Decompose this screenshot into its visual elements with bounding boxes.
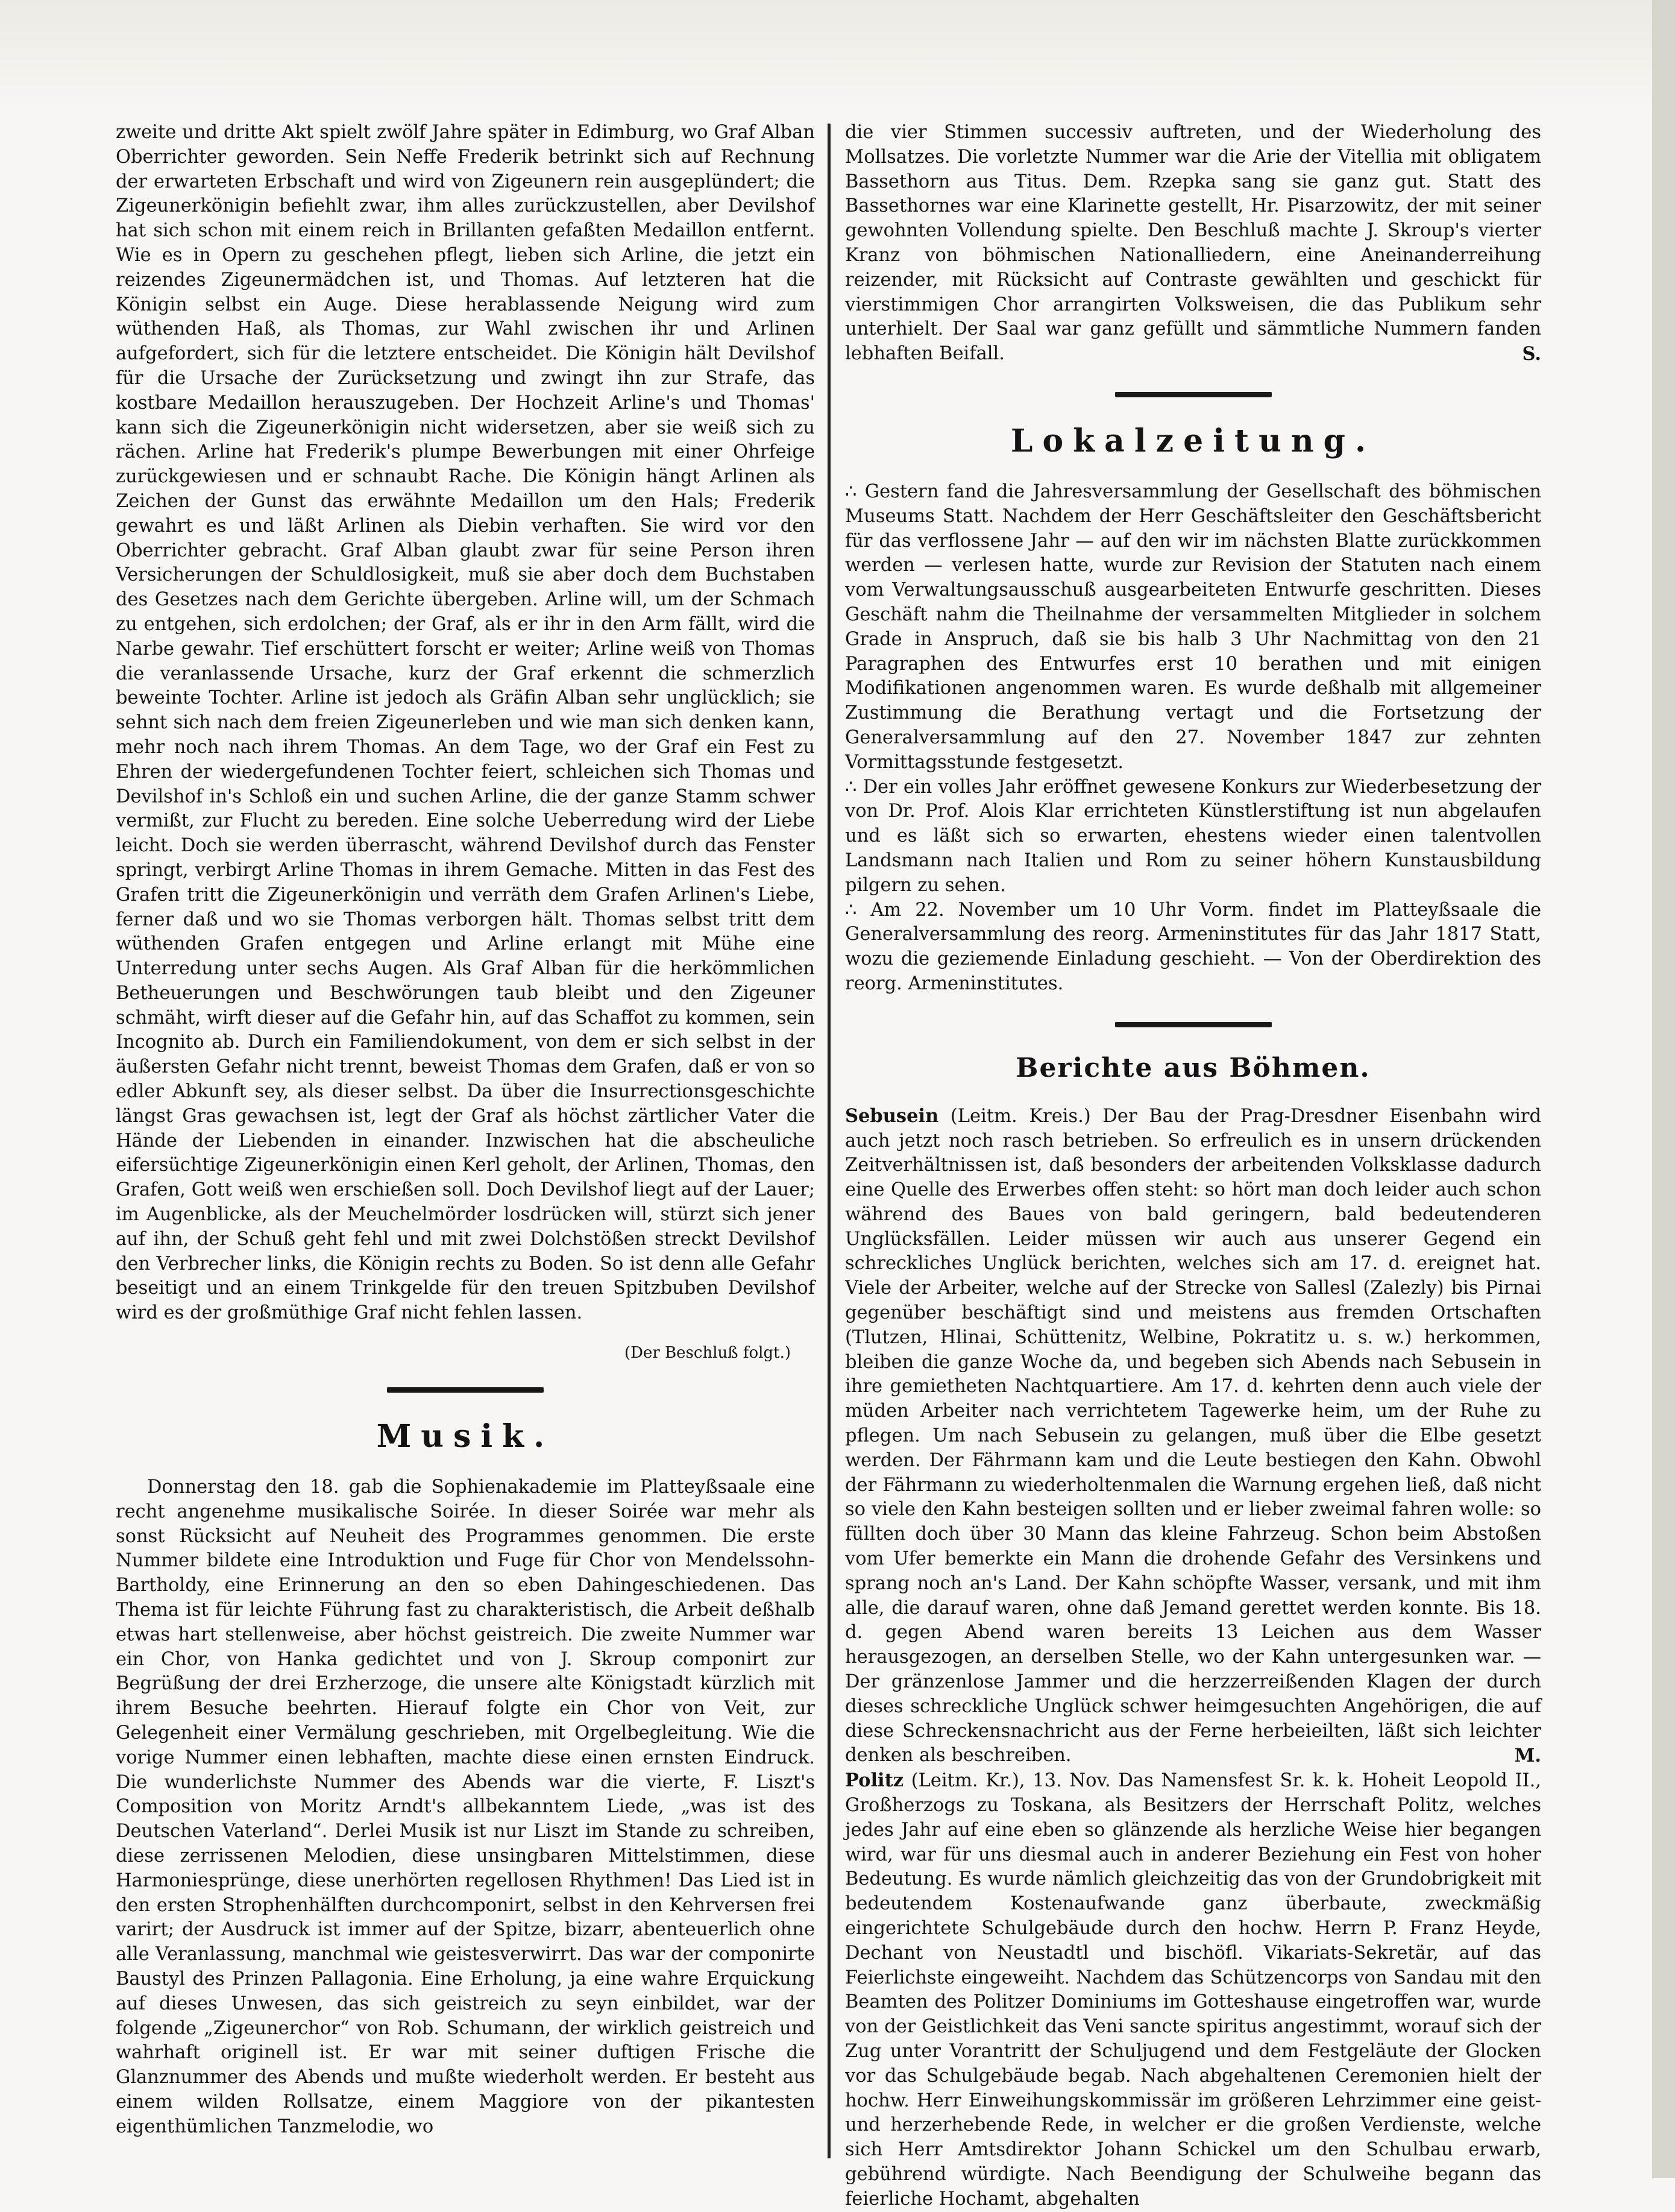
bericht-sebusein-text: (Leitm. Kreis.) Der Bau der Prag-Dresdner Eisenbahn wird auch jetzt noch rasch betrieben. So erfreulich es in unsern drückenden Zeitverhältnissen ist, daß besonders der arbeitenden Volksklasse dadurch eine Quelle des Erwerbes offen steht: so hört man doch leider auch schon während des Baues von bald geringern, bald bedeutenderen Unglücksfällen. Leider müssen wir auch aus unserer Gegend ein schreckliches Unglück berichten, welches sich am 17. d. ereignet hat. Viele der Arbeiter, welche auf der Strecke von Sallesl (Zalezly) bis Pirnai gegenüber beschäftigt sind und meistens aus fremden Ortschaften (Tlutzen, Hlinai, Schüttenitz, Welbine, Pokratitz u. s. w.) herkommen, bleiben die ganze Woche da, und begeben sich Abends nach Sebusein in ihre gemietheten Nachtquartiere. Am 17. d. kehrten denn auch viele der müden Arbeiter nach verrichtetem Tagewerke heim, um der Ruhe zu pflegen. Um nach Sebusein zu gelangen, muß über die Elbe gesetzt werden. Der Fährmann kam und die Leute bestiegen den Kahn. Obwohl der Fährmann zu wiederholtenmalen die Warnung ergehen ließ, daß nicht so viele den Kahn besteigen sollten und er lieber zweimal fahren wolle: so füllten doch über 30 Mann das kleine Fahrzeug. Schon beim Abstoßen vom Ufer bemerkte ein Mann die drohende Gefahr des Versinkens und sprang noch an's Land. Der Kahn schöpfte Wasser, versank, und mit ihm alle, die darauf waren, ohne daß Jemand gerettet werden konnte. Bis 18. d. gegen Abend waren bereits 13 Leichen aus dem Wasser herausgezogen, an derselben Stelle, wo der Kahn untergesunken war. — Der gränzenlose Jammer und die herzzerreißenden Klagen der durch dieses schreckliche Unglück schwer heimgesuchten Angehörigen, die auf diese Schreckensnachricht aus der Ferne herbeieilten, läßt sich leichter denken als beschreiben. <box>845 1105 1541 1766</box>
lokal-item-konkurs: ∴ Der ein volles Jahr eröffnet gewesene Konkurs zur Wiederbesetzung der von Dr. Prof. Alois Klar errichteten Künstlerstiftung ist nun abgelaufen und es läßt sich so erwarten, ehestens wieder einen talentvollen Landsmann nach Italien und Rom zu seiner höhern Kunstausbildung pilgern zu sehen. <box>845 776 1541 896</box>
musik-continuation <box>845 121 1541 367</box>
musik-signature: S. <box>1522 343 1541 365</box>
section-separator <box>387 1387 544 1393</box>
section-separator <box>1115 1022 1272 1027</box>
lokal-item-museum: ∴ Gestern fand die Jahresversammlung der Gesellschaft des böhmischen Museums Statt. Nachdem der Herr Geschäftsleiter den Geschäftsbericht für das verflossene Jahr — auf den wir im nächsten Blatte zurückkommen werden — verlesen hatte, wurde zur Revision der Statuten nach einem vom Verwaltungsausschuß ausgearbeiteten Entwurfe geschritten. Dieses Geschäft nahm die Theilnahme der versammelten Mitglieder in solchem Grade in Anspruch, daß sie bis halb 3 Uhr Nachmittag von den 21 Paragraphen des Entwurfes erst 10 berathen und mit einigen Modifikationen angenommen waren. Es wurde deßhalb mit allgemeiner Zustimmung die Berathung vertagt und die Fortsetzung der Generalversammlung auf den 27. November 1847 zur zehnten Vormittagsstunde festgesetzt. <box>845 481 1541 773</box>
place-name-sebusein: Sebusein <box>845 1104 939 1127</box>
page-top-margin <box>0 0 1675 109</box>
sebusein-signature: M. <box>1514 1745 1541 1767</box>
bericht-sebusein <box>845 1104 1541 1769</box>
page-edge <box>1652 0 1675 2178</box>
section-separator <box>1115 392 1272 397</box>
musik-paragraph: Donnerstag den 18. gab die Sophienakademie im Platteyßsaale eine recht angenehme musikalische Soirée. In dieser Soirée war mehr als sonst Rücksicht auf Neuheit des Programmes genommen. Die erste Nummer bildete eine Introduktion und Fuge für Chor von Mendelssohn-Bartholdy, eine Erinnerung an den so eben Dahingeschiedenen. Das Thema ist für leichte Führung fast zu charakteristisch, die Arbeit deßhalb etwas hart stellenweise, aber höchst geistreich. Die zweite Nummer war ein Chor, von Hanka gedichtet und von J. Skroup componirt zur Begrüßung der drei Erzherzoge, die unsere alte Königstadt kürzlich mit ihrem Besuche beehrten. Hierauf folgte ein Chor von Veit, zur Gelegenheit einer Vermälung geschrieben, mit Orgelbegleitung. Wie die vorige Nummer einen lebhaften, machte diese einen ernsten Eindruck. Die wunderlichste Nummer des Abends war die vierte, F. Liszt's Composition von Moritz Arndt's allbekanntem Liede, „was ist des Deutschen Vaterland“. Derlei Musik ist nur Liszt im Stande zu schreiben, diese zerrissenen Melodien, diese unsingbaren Mittelstimmen, diese Harmoniesprünge, diese unerhörten regellosen Rhythmen! Das Lied ist in den ersten Strophenhälften durchcomponirt, selbst in den Kehrversen frei varirt; der Ausdruck ist immer auf der Spitze, bizarr, abenteuerlich ohne alle Veranlassung, manchmal wie geistesverwirrt. Das war der componirte Baustyl des Prinzen Pallagonia. Eine Erholung, ja eine wahre Erquickung auf dieses Unwesen, das sich geistreich zu seyn einbildet, war der folgende „Zigeunerchor“ von Rob. Schumann, der wirklich geistreich und wahrhaft originell ist. Er war mit seiner duftigen Frische die Glanznummer des Abends und mußte wiederholt werden. Er besteht aus einem wilden Rollsatze, einem Maggiore von der pikantesten eigenthümlichen Tanzmelodie, wo <box>116 1476 815 2137</box>
opera-synopsis-paragraph: zweite und dritte Akt spielt zwölf Jahre später in Edimburg, wo Graf Alban Oberrichter geworden. Sein Neffe Frederik betrinkt sich auf Rechnung der erwarteten Erbschaft und wird von Zigeunern rein ausgeplündert; die Zigeunerkönigin befiehlt zwar, ihm alles zurückzustellen, aber Devilshof hat sich schon mit einem reich in Brillanten gefaßten Medaillon entfernt. Wie es in Opern zu geschehen pflegt, lieben sich Arline, die jetzt ein reizendes Zigeunermädchen ist, und Thomas. Auf letzteren hat die Königin selbst ein Auge. Diese herablassende Neigung wird zum wüthenden Haß, als Thomas, zur Wahl zwischen ihr und Arlinen aufgefordert, sich für die letztere entscheidet. Die Königin hält Devilshof für die Ursache der Zurücksetzung und zwingt ihn zur Strafe, das kostbare Medaillon herauszugeben. Der Hochzeit Arline's und Thomas' kann sich die Zigeunerkönigin nicht widersetzen, aber sie weiß sich zu rächen. Arline hat Frederik's plumpe Bewerbungen mit einer Ohrfeige zurückgewiesen und er schnaubt Rache. Die Königin hängt Arlinen als Zeichen der Gunst das erwähnte Medaillon um den Hals; Frederik gewahrt es und läßt Arlinen als Diebin verhaften. Sie wird vor den Oberrichter gebracht. Graf Alban glaubt zwar für seine Person ihren Versicherungen der Schuldlosigkeit, muß sie aber doch dem Buchstaben des Gesetzes nach dem Gerichte übergeben. Arline will, um der Schmach zu entgehen, sich erdolchen; der Graf, als er ihr in den Arm fällt, wird die Narbe gewahr. Tief erschüttert forscht er weiter; Arline weiß von Thomas die veranlassende Ursache, kurz der Graf erkennt die schmerzlich beweinte Tochter. Arline ist jedoch als Gräfin Alban sehr unglücklich; sie sehnt sich nach dem freien Zigeunerleben und wie man sich denken kann, mehr noch nach ihrem Thomas. An dem Tage, wo der Graf ein Fest zu Ehren der wiedergefundenen Tochter feiert, schleichen sich Thomas und Devilshof in's Schloß ein und suchen Arline, die der ganze Stamm schwer vermißt, zur Flucht zu bereden. Eine solche Ueberredung wird der Liebe leicht. Doch sie werden überrascht, während Devilshof durch das Fenster springt, verbirgt Arline Thomas in ihrem Gemache. Mitten in das Fest des Grafen tritt die Zigeunerkönigin und verräth dem Grafen Arlinen's Liebe, ferner daß und wo sie Thomas verborgen hält. Thomas selbst tritt dem wüthenden Grafen entgegen und Arline erlangt mit Mühe eine Unterredung unter sechs Augen. Als Graf Alban für die herkömmlichen Betheuerungen und Beschwörungen taub bleibt und den Zigeuner schmäht, wirft dieser auf die Gefahr hin, auf das Schaffot zu kommen, sein Incognito ab. Durch ein Familiendokument, von dem er sich selbst in der äußersten Gefahr nicht trennt, beweist Thomas dem Grafen, daß er von so edler Abkunft sey, als dieser selbst. Da über die Insurrectionsgeschichte längst Gras gewachsen ist, legt der Graf als höchst zärtlicher Vater die Hände der Liebenden in einander. Inzwischen hat die abscheuliche eifersüchtige Zigeunerkönigin einen Kerl geholt, der Arlinen, Thomas, den Grafen, Gott weiß wen erschießen soll. Doch Devilshof liegt auf der Lauer; im Augenblicke, als der Meuchelmörder losdrücken will, stürzt sich jener auf ihn, der Schuß geht fehl und mit zwei Dolchstößen streckt Devilshof den Verbrecher links, die Königin rechts zu Boden. So ist denn alle Gefahr beseitigt und an einem Trinkgelde für den treuen Spitzbuben Devilshof wird es der großmüthige Graf nicht fehlen lassen. <box>116 122 815 1324</box>
continued-note: (Der Beschluß folgt.) <box>624 1344 791 1363</box>
berichte-heading: Berichte aus Böhmen. <box>1016 1052 1371 1083</box>
musik-continuation-text: die vier Stimmen successiv auftreten, und der Wiederholung des Mollsatzes. Die vorletzte Nummer war die Arie der Vitellia mit obligatem Bassethorn aus Titus. Dem. Rzepka sang sie ganz gut. Statt des Bassethornes war eine Klarinette gestellt, Hr. Pisarzowitz, der mit seiner gewohnten Vollendung spielte. Den Beschluß machte J. Skroup's vierter Kranz von böhmischen Nationalliedern, eine Aneinanderreihung reizender, mit Rücksicht auf Contraste gewählten und geschickt für vierstimmigen Chor arrangirten Volksweisen, die das Publikum sehr unterhielt. Der Saal war ganz gefüllt und sämmtliche Nummern fanden lebhaften Beifall. <box>845 122 1541 365</box>
lokalzeitung-heading: Lokalzeitung. <box>1010 422 1376 459</box>
right-column <box>845 121 1541 2212</box>
place-name-politz: Politz <box>845 1769 904 1792</box>
lokal-item-armeninstitut: ∴ Am 22. November um 10 Uhr Vorm. findet im Platteyßsaale die Generalversammlung des reorg. Armeninstitutes für das Jahr 1817 Statt, wozu die geziemende Einladung geschieht. — Von der Oberdirektion des reorg. Armeninstitutes. <box>845 899 1541 994</box>
bericht-politz-text: (Leitm. Kr.), 13. Nov. Das Namensfest Sr. k. k. Hoheit Leopold II., Großherzogs zu Toskana, als Besitzers der Herrschaft Politz, welches jedes Jahr auf eine eben so glänzende als herzliche Weise hier begangen wird, war für uns diesmal auch in anderer Beziehung ein Fest von hoher Bedeutung. Es wurde nämlich gleichzeitig das von der Grundobrigkeit mit bedeutendem Kostenaufwande ganz überbaute, zweckmäßig eingerichtete Schulgebäude durch den hochw. Herrn P. Franz Heyde, Dechant von Neustadtl und bischöfl. Vikariats-Sekretär, auf das Feierlichste eingeweiht. Nachdem das Schützencorps von Sandau mit den Beamten des Politzer Dominiums im Gotteshause eingetroffen war, wurde von der Geistlichkeit das Veni sancte spiritus angestimmt, worauf sich der Zug unter Vorantritt der Schuljugend und dem Festgeläute der Glocken vor das Schulgebäude begab. Nach abgehaltenen Ceremonien hielt der hochw. Herr Einweihungskommissär im größeren Lehrzimmer eine geist- und herzerhebende Rede, in welcher er die großen Verdienste, welche sich Herr Amtsdirektor Johann Schickel um den Schulbau erwarb, gebührend würdigte. Nach Beendigung der Schulweihe begann das feierliche Hochamt, abgehalten <box>845 1770 1541 2210</box>
bericht-politz <box>845 1768 1541 2211</box>
musik-heading: Musik. <box>376 1418 555 1455</box>
column-rule <box>828 124 831 2158</box>
left-column <box>116 121 815 2140</box>
